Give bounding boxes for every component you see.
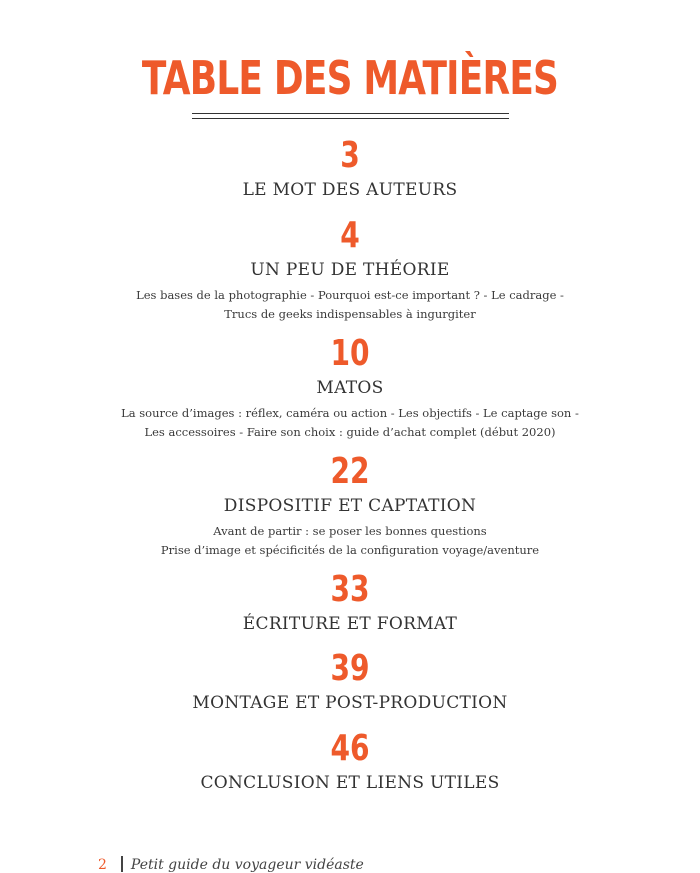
- toc-entry[interactable]: [0, 135, 700, 200]
- toc-entry[interactable]: [0, 728, 700, 793]
- entry-subtopics: La source d’images : réflex, caméra ou action - Les objectifs - Le captage son -: [121, 406, 579, 420]
- entry-subtopics: Trucs de geeks indispensables à ingurgiter: [224, 307, 476, 321]
- toc-entry[interactable]: [0, 569, 700, 634]
- entry-page-number: 4: [340, 215, 360, 256]
- footer-book-title: Petit guide du voyageur vidéaste: [130, 857, 364, 873]
- entry-subtopics: Prise d’image et spécificités de la configuration voyage/aventure: [160, 543, 540, 557]
- toc-entry[interactable]: [0, 648, 700, 713]
- entry-page-number: 22: [330, 451, 370, 492]
- entry-page-number: 46: [330, 728, 370, 769]
- title-rule-bottom: [192, 118, 509, 119]
- toc-entry[interactable]: [0, 215, 700, 324]
- toc-entry[interactable]: [0, 451, 700, 560]
- entry-subtopics: Les accessoires - Faire son choix : guide d’achat complet (début 2020): [144, 425, 556, 439]
- entry-page-number: 3: [340, 135, 360, 176]
- entry-heading: MONTAGE ET POST-PRODUCTION: [192, 693, 508, 713]
- page-title: TABLE DES MATIÈRES: [141, 51, 559, 105]
- title-rule-top: [192, 113, 509, 114]
- entry-page-number: 10: [330, 333, 370, 374]
- entry-heading: ÉCRITURE ET FORMAT: [242, 614, 458, 634]
- entry-heading: MATOS: [316, 378, 384, 398]
- entry-heading: DISPOSITIF ET CAPTATION: [223, 496, 477, 516]
- footer-page-number: 2: [98, 857, 107, 873]
- toc-entry[interactable]: [0, 333, 700, 442]
- page-footer: [98, 856, 364, 873]
- entry-heading: UN PEU DE THÉORIE: [250, 260, 450, 280]
- entry-page-number: 39: [330, 648, 370, 689]
- entry-subtopics: Avant de partir : se poser les bonnes questions: [213, 524, 487, 538]
- entry-subtopics: Les bases de la photographie - Pourquoi est-ce important ? - Le cadrage -: [136, 288, 564, 302]
- entry-page-number: 33: [330, 569, 370, 610]
- entry-heading: LE MOT DES AUTEURS: [242, 180, 458, 200]
- entry-heading: CONCLUSION ET LIENS UTILES: [200, 773, 500, 793]
